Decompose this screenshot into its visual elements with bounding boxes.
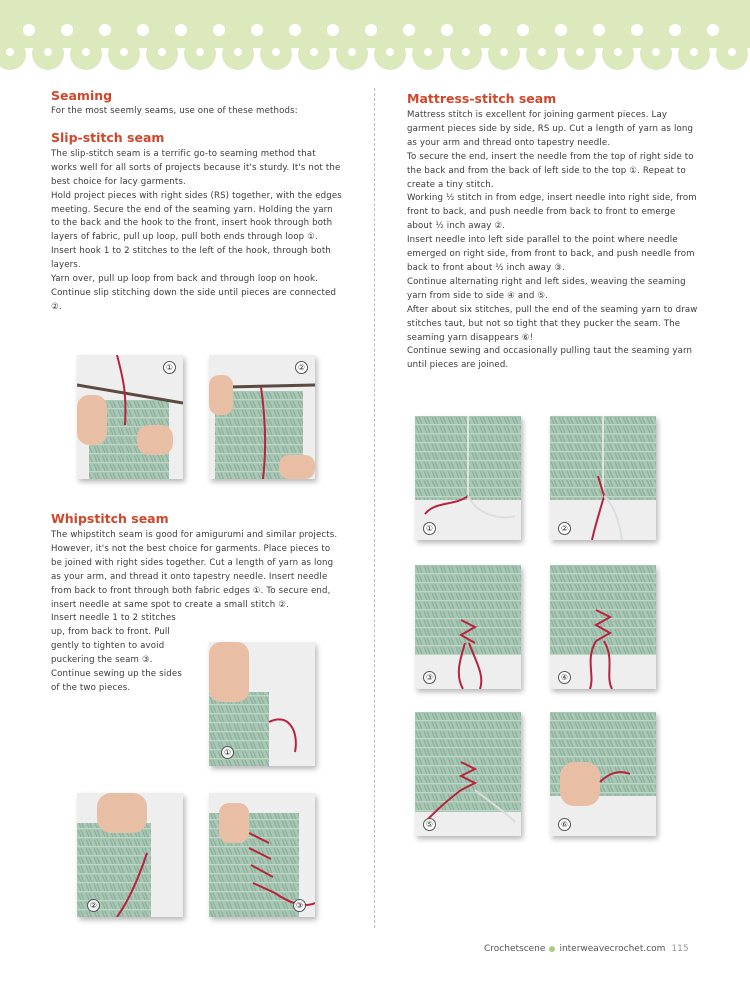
mattress-para-2: To secure the end, insert the needle from the top of right side to the back and from the back of left side to the top ①. Repeat to create a tiny stitch.: [407, 151, 694, 190]
page-footer: [484, 944, 689, 954]
step-number-badge: ⑤: [423, 818, 436, 831]
step-number-badge: ②: [558, 522, 571, 535]
slip-para-3: Insert hook 1 to 2 stitches to the left of the hook, through both layers.: [51, 246, 331, 271]
slip-stitch-heading: Slip-stitch seam: [51, 129, 165, 145]
slip-stitch-body: [51, 148, 343, 315]
column-divider: [374, 88, 375, 928]
lace-border-decoration: [0, 0, 750, 80]
whipstitch-photo-3: [209, 793, 315, 917]
step-number-badge: ③: [293, 899, 306, 912]
whip-para-1: The whipstitch seam is good for amigurumi and similar projects. However, it's not the best choice for garments. Place pieces to be joined with right sides together. Cut a length of yarn as long as your arm, and thread it onto tapestry needle. Insert needle from back to front through both fabric edges ①. To secure end, insert needle at same spot to create a small stitch ②.: [51, 530, 338, 610]
mattress-body: [407, 109, 699, 373]
whip-para-2: Insert needle 1 to 2 stitches up, from back to front. Pull gently to tighten to avoid puckering the seam ③. Continue sewing up the sides of the two pieces.: [51, 613, 182, 693]
mattress-photo-2: [550, 416, 656, 540]
step-number-badge: ②: [295, 361, 308, 374]
slip-stitch-photo-2: [209, 355, 315, 479]
mattress-para-1: Mattress stitch is excellent for joining garment pieces. Lay garment pieces side by side, RS up. Cut a length of yarn as long as your arm and thread onto tapestry needle.: [407, 110, 694, 148]
mattress-photo-6: [550, 712, 656, 836]
mattress-para-6: After about six stitches, pull the end of the seaming yarn to draw stitches taut, but not so tight that they pucker the seam. The seaming yarn disappears ⑥!: [407, 304, 698, 343]
mattress-photo-5: [415, 712, 521, 836]
whipstitch-photo-1: [209, 642, 315, 766]
slip-para-1: The slip-stitch seam is a terrific go-to seaming method that works well for all sorts of projects because it's sturdy. It's not the best choice for lacy garments.: [51, 148, 341, 187]
mattress-para-3: Working ½ stitch in from edge, insert needle into right side, from front to back, and push needle from back to front to emerge about ½ inch away ②.: [407, 193, 697, 232]
step-number-badge: ②: [87, 899, 100, 912]
mattress-para-4: Insert needle into left side parallel to the point where needle emerged on right side, from front to back, and push needle from back to front about ½ inch away ③.: [407, 235, 695, 273]
step-number-badge: ①: [163, 361, 176, 374]
seaming-section: [51, 88, 343, 315]
step-number-badge: ④: [558, 671, 571, 684]
slip-para-2: Hold project pieces with right sides (RS) together, with the edges meeting. Secure the end of the seaming yarn. Holding the yarn to the back and the hook to the front, insert hook through both layers of fabric, pull up loop, pull both ends through loop ①.: [51, 190, 342, 243]
mattress-photo-1: [415, 416, 521, 540]
page-number: 115: [671, 944, 689, 954]
step-number-badge: ③: [423, 671, 436, 684]
mattress-para-5: Continue alternating right and left sides, weaving the seaming yarn from side to side ④ and ⑤.: [407, 276, 686, 301]
mattress-photo-3: [415, 565, 521, 689]
step-number-badge: ①: [221, 746, 234, 759]
mattress-heading: Mattress-stitch seam: [407, 91, 557, 106]
step-number-badge: ①: [423, 522, 436, 535]
magazine-name: Crochetscene: [484, 944, 546, 954]
step-number-badge: ⑥: [558, 818, 571, 831]
website-link[interactable]: interweavecrochet.com: [559, 944, 666, 954]
seaming-heading: Seaming: [51, 88, 113, 103]
bullet-dot-icon: [549, 946, 555, 952]
whipstitch-photo-2: [77, 793, 183, 917]
seaming-intro: For the most seemly seams, use one of these methods:: [51, 106, 298, 116]
mattress-section: [407, 91, 699, 373]
mattress-para-7: Continue sewing and occasionally pulling taut the seaming yarn until pieces are joined.: [407, 346, 693, 371]
slip-stitch-photo-1: [77, 355, 183, 479]
whipstitch-heading: Whipstitch seam: [51, 511, 169, 526]
mattress-photo-4: [550, 565, 656, 689]
slip-para-4: Yarn over, pull up loop from back and through loop on hook. Continue slip stitching down the side until pieces are connected ②.: [51, 274, 337, 312]
